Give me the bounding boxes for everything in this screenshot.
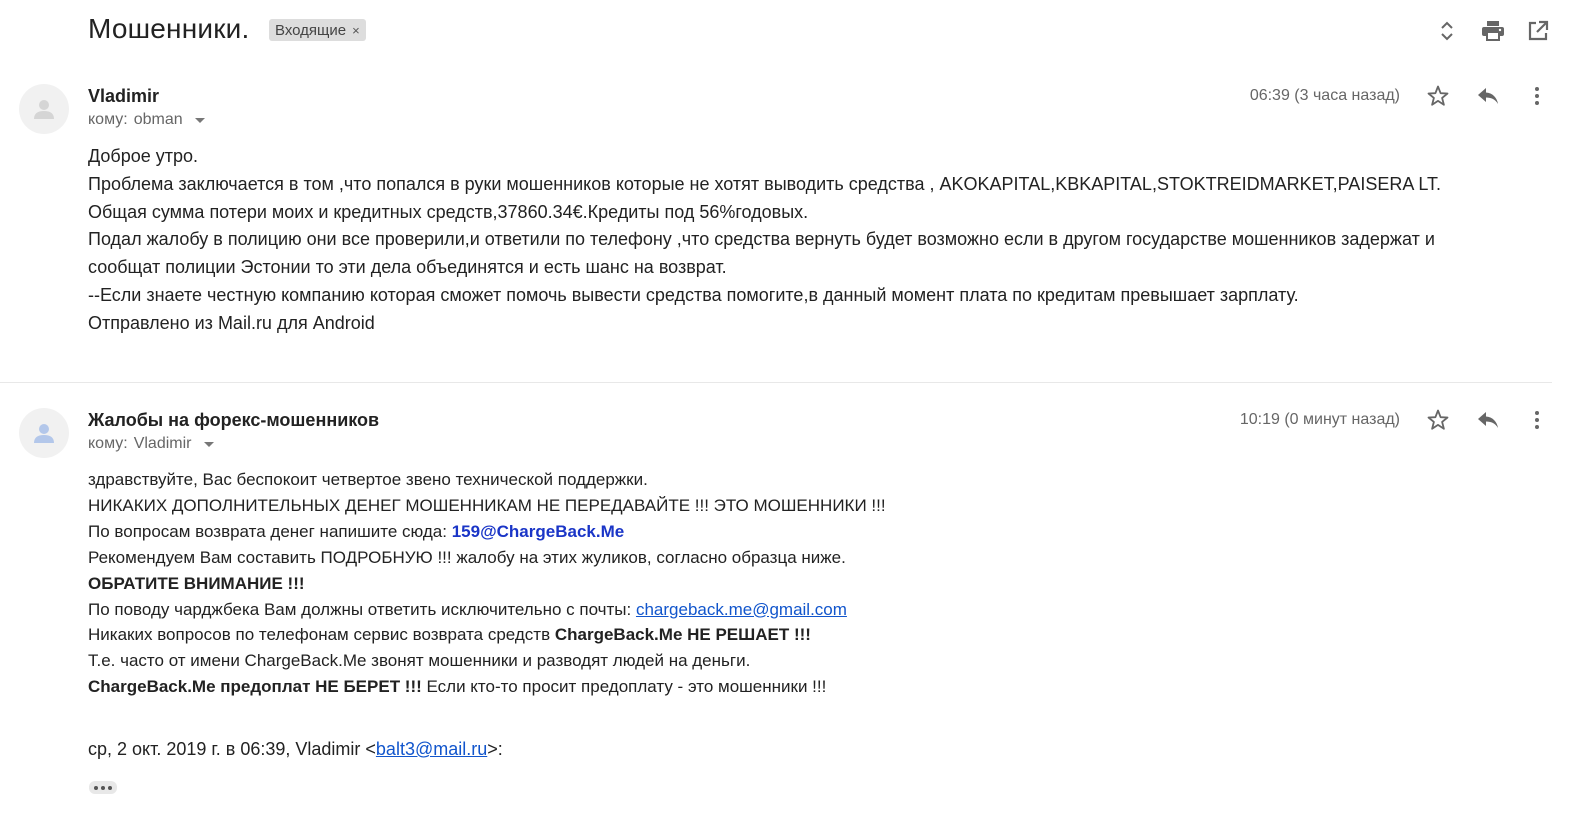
message-body bbox=[88, 467, 1528, 700]
body-bold-text: ChargeBack.Me НЕ РЕШАЕТ !!! bbox=[554, 625, 811, 645]
body-text: По вопросам возврата денег напишите сюда: bbox=[88, 521, 452, 541]
inbox-label-text: Входящие bbox=[275, 21, 347, 39]
body-line: Т.е. часто от имени ChargeBack.Me звонят мошенники и разводят людей на деньги. bbox=[88, 651, 751, 671]
sender-name[interactable]: Жалобы на форекс-мошенников bbox=[88, 410, 380, 430]
body-line: сообщат полиции Эстонии то эти дела объединятся и есть шанс на возврат. bbox=[88, 257, 727, 278]
star-icon[interactable] bbox=[1424, 82, 1452, 110]
reply-icon[interactable] bbox=[1474, 406, 1502, 434]
chargeback-email-link[interactable]: chargeback.me@gmail.com bbox=[635, 599, 847, 619]
recipient-line bbox=[88, 435, 214, 453]
avatar[interactable] bbox=[19, 84, 69, 134]
expand-collapse-icon[interactable] bbox=[1434, 18, 1460, 44]
body-text: Никаких вопросов по телефонам сервис возврата средств bbox=[88, 625, 555, 645]
body-line: ОБРАТИТЕ ВНИМАНИЕ !!! bbox=[88, 573, 305, 593]
body-line: Проблема заключается в том ,что попался в руки мошенников которые не хотят выводить средства , AKOKAPITAL,KBKAPITAL,STOKTREIDMARKET,PAISERA LT. bbox=[88, 173, 1442, 194]
quoted-message-header bbox=[88, 739, 503, 760]
print-icon[interactable] bbox=[1480, 18, 1506, 44]
open-in-new-window-icon[interactable] bbox=[1525, 18, 1551, 44]
inbox-label-chip[interactable] bbox=[269, 19, 366, 41]
body-line: Общая сумма потери моих и кредитных средств,37860.34€.Кредиты под 56%годовых. bbox=[88, 201, 809, 222]
recipient-line bbox=[88, 111, 205, 129]
to-prefix: кому: bbox=[88, 435, 128, 452]
show-details-dropdown-icon[interactable] bbox=[195, 118, 205, 123]
body-line: Рекомендуем Вам составить ПОДРОБНУЮ !!! жалобу на этих жуликов, согласно образца ниже. bbox=[88, 547, 846, 567]
body-line: --Если знаете честную компанию которая сможет помочь вывести средства помогите,в данный момент плата по кредитам превышает зарплату. bbox=[88, 284, 1299, 305]
subject-row bbox=[0, 0, 1577, 62]
quote-suffix: >: bbox=[487, 739, 503, 759]
recipient-name: obman bbox=[133, 111, 183, 128]
quoted-sender-email-link[interactable]: balt3@mail.ru bbox=[375, 739, 488, 759]
message-divider bbox=[0, 382, 1552, 383]
body-line bbox=[88, 622, 1528, 648]
message-timestamp: 06:39 (3 часа назад) bbox=[1249, 87, 1400, 104]
body-line bbox=[88, 519, 1528, 545]
avatar-icon bbox=[29, 94, 59, 124]
body-line: Подал жалобу в полицию они все проверили,и ответили по телефону ,что средства вернуть будет возможно если в другом государстве мошенников задержат и bbox=[88, 229, 1435, 250]
show-trimmed-content-icon[interactable] bbox=[89, 781, 117, 794]
support-email[interactable]: 159@ChargeBack.Me bbox=[451, 521, 625, 541]
body-line bbox=[88, 674, 1528, 700]
avatar[interactable] bbox=[19, 408, 69, 458]
body-line: НИКАКИХ ДОПОЛНИТЕЛЬНЫХ ДЕНЕГ МОШЕННИКАМ НЕ ПЕРЕДАВАЙТЕ !!! ЭТО МОШЕННИКИ !!! bbox=[88, 495, 886, 515]
body-text: По поводу чарджбека Вам должны ответить исключительно с почты: bbox=[88, 599, 636, 619]
star-icon[interactable] bbox=[1424, 406, 1452, 434]
more-options-icon[interactable] bbox=[1523, 82, 1551, 110]
avatar-icon bbox=[29, 418, 59, 448]
message-timestamp: 10:19 (0 минут назад) bbox=[1239, 411, 1400, 428]
remove-label-button[interactable]: × bbox=[352, 22, 360, 38]
body-line: Отправлено из Mail.ru для Android bbox=[88, 312, 375, 333]
body-line: Доброе утро. bbox=[88, 146, 199, 166]
quote-prefix: ср, 2 окт. 2019 г. в 06:39, Vladimir < bbox=[88, 739, 376, 759]
to-prefix: кому: bbox=[88, 111, 128, 128]
sender-name[interactable]: Vladimir bbox=[88, 86, 160, 106]
body-text: Если кто-то просит предоплату - это мошенники !!! bbox=[421, 677, 827, 697]
reply-icon[interactable] bbox=[1474, 82, 1502, 110]
email-subject: Мошенники. bbox=[88, 13, 250, 44]
show-details-dropdown-icon[interactable] bbox=[204, 442, 214, 447]
body-line bbox=[88, 597, 1528, 623]
more-options-icon[interactable] bbox=[1523, 406, 1551, 434]
body-bold-text: ChargeBack.Me предоплат НЕ БЕРЕТ !!! bbox=[88, 677, 422, 697]
recipient-name: Vladimir bbox=[133, 435, 192, 452]
message-body bbox=[88, 143, 1528, 338]
body-line: здравствуйте, Вас беспокоит четвертое звено технической поддержки. bbox=[88, 470, 648, 489]
